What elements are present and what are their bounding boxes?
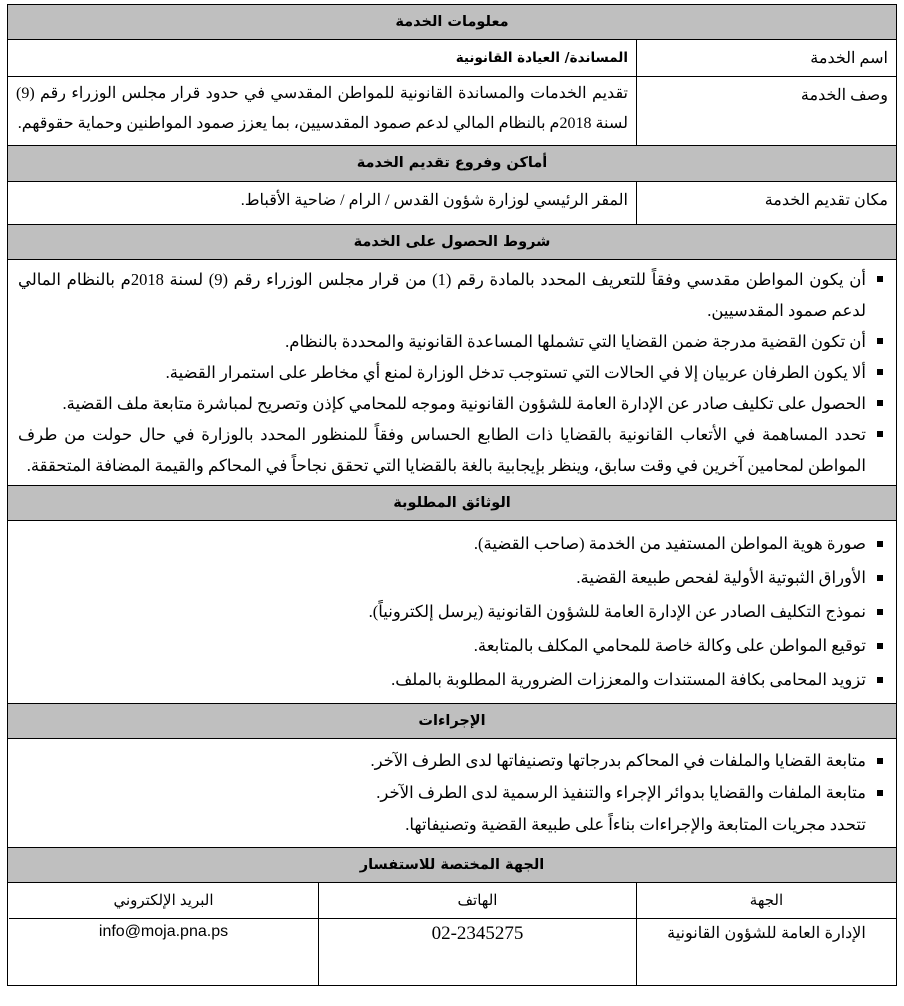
contact-header-email: البريد الإلكتروني [9,883,318,919]
condition-item: الحصول على تكليف صادر عن الإدارة العامة للشؤون القانونية وموجه للمحامي كإذن وتصريح لمباشرة متابعة ملف القضية. [18,388,886,419]
document-item: نموذج التكليف الصادر عن الإدارة العامة للشؤون القانونية (يرسل إلكترونياً). [18,595,886,629]
bullet-square-icon [877,431,883,437]
service-description-label: وصف الخدمة [636,77,896,145]
bullet-square-icon [877,575,883,581]
bullet-square-icon [877,677,883,683]
service-card [7,4,897,986]
bullet-square-icon [877,400,883,406]
conditions-list [8,260,896,485]
bullet-square-icon [877,758,883,764]
document-item: الأوراق الثبوتية الأولية لفحص طبيعة القضية. [18,561,886,595]
row-service-place [8,182,896,224]
contact-column-entity [636,883,896,985]
procedures-list [8,739,896,847]
contact-entity-value: الإدارة العامة للشؤون القانونية [667,925,866,942]
contact-table [8,883,896,986]
service-place-value: المقر الرئيسي لوزارة شؤون القدس / الرام / ضاحية الأقباط. [240,192,628,209]
bullet-square-icon [877,643,883,649]
condition-item: أن تكون القضية مدرجة ضمن القضايا التي تشملها المساعدة القانونية والمحددة بالنظام. [18,326,886,357]
condition-item: ألا يكون الطرفان عربيان إلا في الحالات التي تستوجب تدخل الوزارة لمنع أي مخاطر على استمرار القضية. [18,357,886,388]
bullet-square-icon [877,338,883,344]
section-header-documents: الوثائق المطلوبة [8,485,896,521]
document-item: صورة هوية المواطن المستفيد من الخدمة (صاحب القضية). [18,527,886,561]
bullet-square-icon [877,276,883,282]
section-header-conditions: شروط الحصول على الخدمة [8,224,896,260]
condition-item: أن يكون المواطن مقدسي وفقاً للتعريف المحدد بالمادة رقم (1) من قرار مجلس الوزراء رقم (9) لسنة 2018م بالنظام المالي لدعم صمود المقدسيين. [18,264,886,326]
procedure-note: تتحدد مجريات المتابعة والإجراءات بناءاً على طبيعة القضية وتصنيفاتها. [405,815,866,834]
section-header-locations: أماكن وفروع تقديم الخدمة [8,146,896,182]
bullet-square-icon [877,790,883,796]
document-item: توقيع المواطن على وكالة خاصة للمحامي المكلف بالمتابعة. [18,629,886,663]
section-header-procedures: الإجراءات [8,703,896,739]
procedure-item: متابعة الملفات والقضايا بدوائر الإجراء والتنفيذ الرسمية لدى الطرف الآخر. [18,777,886,809]
service-place-label: مكان تقديم الخدمة [636,182,896,224]
contact-column-email [9,883,318,985]
procedure-item: متابعة القضايا والملفات في المحاكم بدرجاتها وتصنيفاتها لدى الطرف الآخر. [18,745,886,777]
bullet-square-icon [877,541,883,547]
condition-item: تحدد المساهمة في الأتعاب القانونية بالقضايا ذات الطابع الحساس وفقاً للمنظور المحدد بالوزارة في حال حولت من طرف المواطن لمحامين آخرين في وقت سابق، وينظر بإيجابية بالغة بالقضايا التي تحقق نجاحاً في المحاكم والقيمة المضافة المتحققة. [18,419,886,481]
service-name-label: اسم الخدمة [636,40,896,76]
contact-phone-value[interactable]: 02-2345275 [431,923,524,944]
documents-list [8,521,896,703]
contact-header-phone: الهاتف [319,883,636,919]
bullet-square-icon [877,609,883,615]
section-header-contact: الجهة المختصة للاستفسار [8,847,896,883]
row-service-name [8,40,896,77]
service-description-value: تقديم الخدمات والمساندة القانونية للمواطن المقدسي في حدود قرار مجلس الوزراء رقم (9) لسنة 2018م بالنظام المالي لدعم صمود المقدسيين، بما يعزز صمود المواطنين وحماية حقوقهم. [16,85,628,132]
contact-email-link[interactable]: info@moja.pna.ps [98,923,229,940]
service-name-value: المساندة/ العيادة القانونية [455,50,628,66]
section-header-service-info: معلومات الخدمة [8,4,896,40]
document-item: تزويد المحامى بكافة المستندات والمعززات الضرورية المطلوبة بالملف. [18,663,886,697]
contact-column-phone [318,883,636,985]
row-service-description [8,77,896,146]
contact-header-entity: الجهة [637,883,896,919]
bullet-square-icon [877,369,883,375]
